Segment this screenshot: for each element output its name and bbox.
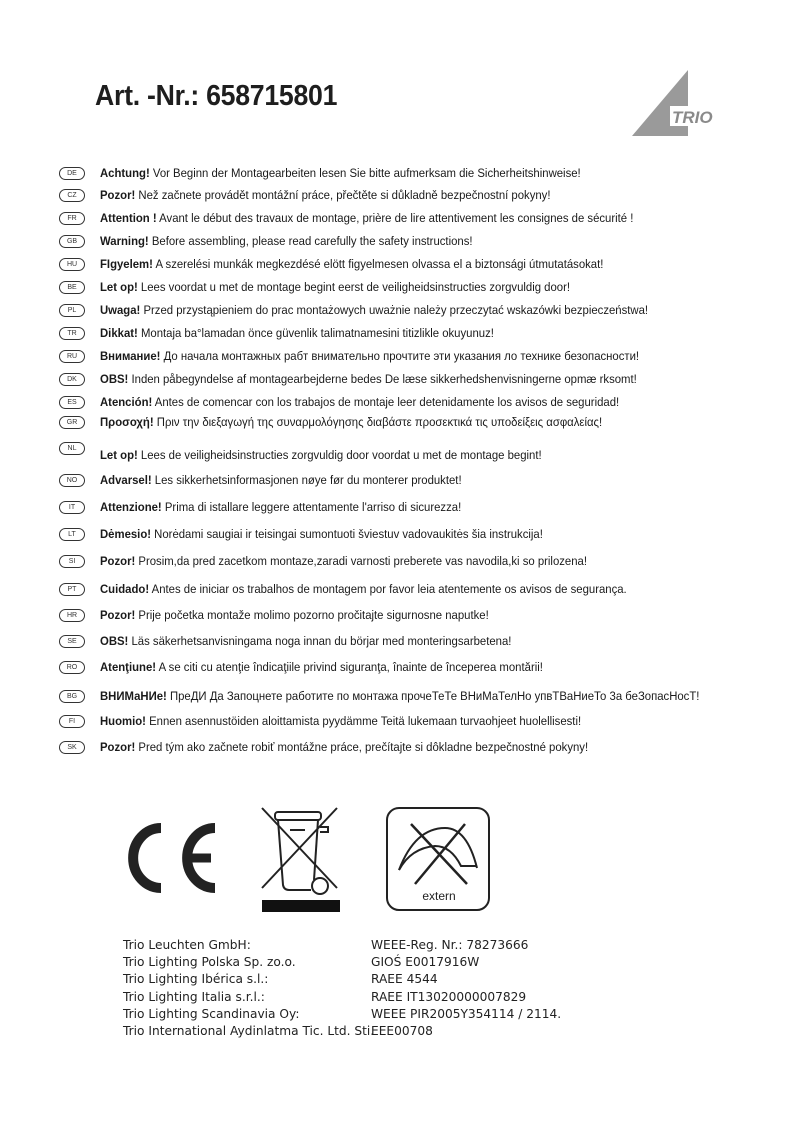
warning-body: Norėdami saugiai ir teisingai sumontuoti šviestuv vadovaukitės šia instrukcija! xyxy=(151,527,543,541)
warning-body: Antes de iniciar os trabalhos de montagem por favor leia atentemente os avisos de segurança. xyxy=(149,582,627,596)
warning-body: Läs säkerhetsanvisningama noga innan du börjar med monteringsarbetena! xyxy=(128,634,512,648)
warning-row-nl xyxy=(59,438,575,462)
registration-row xyxy=(123,938,561,955)
registration-number: RAEE 4544 xyxy=(371,972,438,987)
registration-number: RAEE IT13020000007829 xyxy=(371,989,527,1004)
ce-mark-icon xyxy=(133,828,215,888)
warning-body: ПреДИ Да Запоцнете работите по монтажа прочеТеТе ВНиМаТелНо упвТВаНиеТо 3а беЗопасНосТ! xyxy=(166,689,700,703)
warning-text xyxy=(100,660,543,674)
warning-body: Inden påbegyndelse af montagearbejderne bedes De læse sikkerhedshenvisningerne opmæ rksomt! xyxy=(128,372,637,386)
warning-row-ro xyxy=(59,657,576,677)
warning-row-gb xyxy=(59,231,501,251)
company-name: Trio Lighting Scandinavia Oy: xyxy=(123,1006,300,1021)
country-code-badge: BE xyxy=(59,281,85,294)
warning-body: Avant le début des travaux de montage, prière de lire attentivement les consignes de sécurité ! xyxy=(156,211,634,225)
weee-crossed-bin-icon xyxy=(262,808,340,912)
registration-row xyxy=(123,1007,561,1024)
warning-lead: Dėmesio! xyxy=(100,527,152,541)
registration-number: EEE00708 xyxy=(371,1023,433,1038)
country-code-badge: TR xyxy=(59,327,85,340)
country-code-badge: RU xyxy=(59,350,85,363)
warning-text xyxy=(100,188,550,202)
warning-body: Lees voordat u met de montage begint eerst de veiligheidsinstructies zorgvuldig door! xyxy=(137,280,570,294)
registration-number: WEEE-Reg. Nr.: 78273666 xyxy=(371,938,529,952)
warning-row-se xyxy=(59,631,542,651)
warning-row-hu xyxy=(59,254,641,274)
warning-lead: Uwaga! xyxy=(100,303,141,317)
warning-body: Pred tým ako začnete robiť montážne práce, prečítajte si dôkladne bezpečnostné pokyny! xyxy=(135,740,589,754)
warning-text xyxy=(100,415,602,429)
warning-text xyxy=(100,527,543,541)
country-code-badge: IT xyxy=(59,501,85,514)
warning-row-de xyxy=(59,163,617,183)
company-name: Trio Leuchten GmbH: xyxy=(123,938,251,952)
weee-registration-table xyxy=(123,938,561,1041)
warning-row-sk xyxy=(59,737,625,757)
warning-text xyxy=(100,280,570,294)
trio-triangle-icon xyxy=(628,68,722,138)
registration-row xyxy=(123,1024,561,1041)
country-code-badge: SK xyxy=(59,741,85,754)
warning-lead: Pozor! xyxy=(100,554,136,568)
warning-row-es xyxy=(59,392,658,412)
country-code-badge: NL xyxy=(59,442,85,455)
country-code-badge: LT xyxy=(59,528,85,541)
company-name: Trio Lighting Italia s.r.l.: xyxy=(123,989,265,1004)
warning-text xyxy=(100,349,639,363)
warning-lead: Cuidado! xyxy=(100,582,150,596)
warning-body: Before assembling, please read carefully the safety instructions! xyxy=(148,234,473,248)
warning-text xyxy=(100,326,494,340)
registration-row xyxy=(123,972,561,989)
warning-body: Prima di istallare leggere attentamente l'arriso di sicurezza! xyxy=(161,500,462,514)
warning-text xyxy=(100,740,588,754)
warning-row-cz xyxy=(59,185,584,205)
warning-lead: OBS! xyxy=(100,634,129,648)
warning-body: A szerelési munkák megkezdésé elött figyelmesen olvassa el a biztonsági útmutatásokat! xyxy=(152,257,604,271)
warning-text xyxy=(100,582,627,596)
warning-body: Prosim,da pred zacetkom montaze,zaradi varnosti preberete vas navodila,ki so prilozena! xyxy=(135,554,587,568)
warning-row-no xyxy=(59,470,489,490)
warning-text xyxy=(100,473,462,487)
company-name: Trio International Aydinlatma Tic. Ltd. Sti. xyxy=(123,1023,375,1038)
warning-row-ru xyxy=(59,346,680,366)
warning-body: Montaja ba°lamadan önce güvenlik talimatnamesini titizlikle okuyunuz! xyxy=(137,326,494,340)
country-code-badge: PT xyxy=(59,583,85,596)
warning-text xyxy=(100,303,648,317)
warning-lead: Atenţiune! xyxy=(100,660,157,674)
warning-lead: Pozor! xyxy=(100,740,136,754)
warning-lead: Let op! xyxy=(100,280,138,294)
warning-row-dk xyxy=(59,369,677,389)
warning-body: Než začnete provádět montážní práce, přečtěte si důkladně bezpečnostní pokyny! xyxy=(135,188,551,202)
country-code-badge: BG xyxy=(59,690,85,703)
registration-number: GIOŚ E0017916W xyxy=(371,955,480,970)
warning-row-fr xyxy=(59,208,674,228)
warning-text xyxy=(100,234,473,248)
warning-text xyxy=(100,634,511,648)
warning-row-pt xyxy=(59,579,666,599)
country-code-badge: FR xyxy=(59,212,85,225)
warning-lead: Pozor! xyxy=(100,188,136,202)
article-number-title: Art. -Nr.: 658715801 xyxy=(95,80,338,112)
warning-lead: Huomio! xyxy=(100,714,146,728)
extern-driver-symbol-icon xyxy=(387,808,489,910)
warning-lead: Προσοχή! xyxy=(100,415,154,429)
warning-lead: Dikkat! xyxy=(100,326,138,340)
warning-text xyxy=(100,500,461,514)
warning-lead: Advarsel! xyxy=(100,473,152,487)
warning-lead: Attention ! xyxy=(100,211,157,225)
warning-lead: Pozor! xyxy=(100,608,136,622)
company-name: Trio Lighting Polska Sp. zo.o. xyxy=(123,955,296,970)
warning-text xyxy=(100,372,637,386)
warning-row-lt xyxy=(59,524,576,544)
warning-text xyxy=(100,448,542,462)
warning-text xyxy=(100,689,699,703)
warning-row-pl xyxy=(59,300,689,320)
warning-body: Przed przystąpieniem do prac montażowych uważnie należy przeczytać wskazówki bezpieczeństwa! xyxy=(140,303,649,317)
warning-lead: ВНИМаНИе! xyxy=(100,689,167,703)
country-code-badge: DK xyxy=(59,373,85,386)
registration-row xyxy=(123,955,561,972)
warning-row-si xyxy=(59,551,624,571)
country-code-badge: ES xyxy=(59,396,85,409)
warning-body: Prije početka montaže molimo pozorno pročitajte sigurnosne naputke! xyxy=(135,608,489,622)
warning-lead: FIgyelem! xyxy=(100,257,153,271)
warning-text xyxy=(100,714,581,728)
warning-lead: Achtung! xyxy=(100,166,150,180)
warning-body: Antes de comencar con los trabajos de montaje leer detenidamente los avisos de seguridad! xyxy=(152,395,620,409)
country-code-badge: HR xyxy=(59,609,85,622)
warning-row-be xyxy=(59,277,605,297)
warning-body: Ennen asennustöiden aloittamista pyydämme Teitä lukemaan turvaohjeet huolellisesti! xyxy=(145,714,582,728)
warning-body: До начала монтажных рабт внимательно прочтите эти указания ло технике безопасности! xyxy=(160,349,640,363)
warning-text xyxy=(100,257,603,271)
compliance-symbols xyxy=(115,800,515,920)
warning-row-tr xyxy=(59,323,524,343)
warning-row-bg xyxy=(59,686,745,706)
warning-body: Lees de veiligheidsinstructies zorgvuldig door voordat u met de montage begint! xyxy=(137,448,542,462)
country-code-badge: CZ xyxy=(59,189,85,202)
country-code-badge: GB xyxy=(59,235,85,248)
warning-lead: Внимание! xyxy=(100,349,161,363)
country-code-badge: HU xyxy=(59,258,85,271)
registration-number: WEEE PIR2005Y354114 / 2114. xyxy=(371,1006,562,1021)
warning-text xyxy=(100,395,619,409)
registration-row xyxy=(123,990,561,1007)
warning-row-hr xyxy=(59,605,518,625)
country-code-badge: NO xyxy=(59,474,85,487)
warning-text xyxy=(100,166,581,180)
warning-lead: Atención! xyxy=(100,395,153,409)
country-code-badge: GR xyxy=(59,416,85,429)
country-code-badge: SE xyxy=(59,635,85,648)
warning-row-gr xyxy=(59,412,640,432)
warning-lead: Attenzione! xyxy=(100,500,162,514)
warning-body: Vor Beginn der Montagearbeiten lesen Sie bitte aufmerksam die Sicherheitshinweise! xyxy=(149,166,581,180)
country-code-badge: RO xyxy=(59,661,85,674)
warning-text xyxy=(100,211,633,225)
svg-text:extern: extern xyxy=(422,889,456,903)
country-code-badge: FI xyxy=(59,715,85,728)
warning-lead: Warning! xyxy=(100,234,149,248)
svg-text:TRIO: TRIO xyxy=(672,108,713,127)
country-code-badge: PL xyxy=(59,304,85,317)
warning-body: Πριν την διεξαγωγή της συναρμολόγησης διαβάστε προσεκτικά τις υποδείξεις ασφαλείας! xyxy=(153,415,603,429)
country-code-badge: DE xyxy=(59,167,85,180)
country-code-badge: SI xyxy=(59,555,85,568)
warning-body: A se citi cu atenţie îndicaţiile privind siguranţa, înainte de începerea montării! xyxy=(156,660,543,674)
warning-body: Les sikkerhetsinformasjonen nøye før du monterer produktet! xyxy=(151,473,462,487)
warning-lead: OBS! xyxy=(100,372,129,386)
company-name: Trio Lighting Ibérica s.l.: xyxy=(123,972,269,987)
warning-text xyxy=(100,554,587,568)
warning-row-fi xyxy=(59,711,617,731)
warning-text xyxy=(100,608,489,622)
warning-lead: Let op! xyxy=(100,448,138,462)
trio-logo xyxy=(628,68,722,138)
warning-row-it xyxy=(59,497,488,517)
